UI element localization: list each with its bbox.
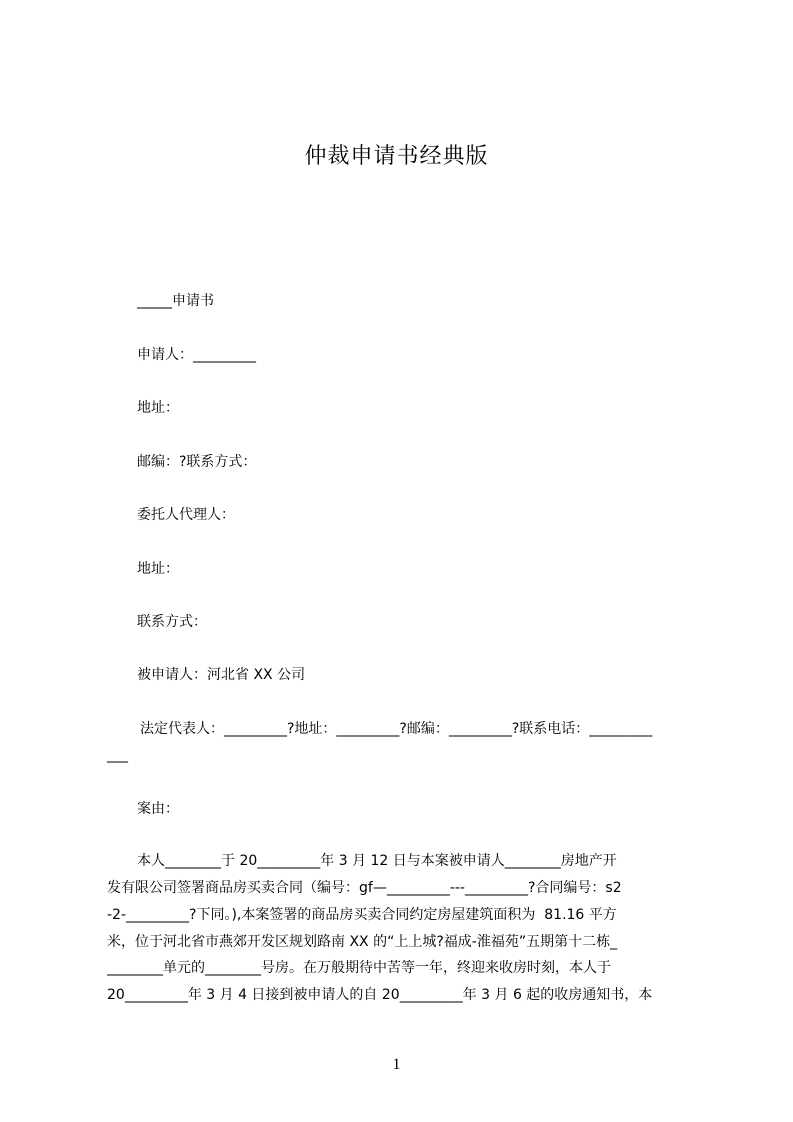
postcode-contact-line: 邮编：?联系方式： [137,454,257,470]
paragraph-line-1: 本人________于 20_________年 3 月 12 日与本案被申请人________房地产开 [137,853,617,869]
legal-representative-line-continued: ___ [107,747,128,763]
paragraph-line-2: 发有限公司签署商品房买卖合同（编号：gf—_________---_________?合同编号：s2 [107,880,622,896]
paragraph-line-3: -2-_________?下同。),本案签署的商品房买卖合同约定房屋建筑面积为 81.16 平方 [107,907,617,923]
document-title: 仲裁申请书经典版 [304,144,489,169]
legal-representative-line: 法定代表人：_________?地址：_________?邮编：_________?联系电话：_________ [140,721,653,737]
page-number: 1 [392,1056,401,1073]
applicant-address-line: 地址： [137,400,179,416]
agent-contact-line: 联系方式： [137,614,207,630]
applicant-line: 申请人：_________ [137,347,256,363]
agent-line: 委托人代理人： [137,507,235,523]
respondent-line: 被申请人：河北省 XX 公司 [137,667,306,683]
paragraph-line-5: ________单元的________号房。在万般期待中苦等一年，终迎来收房时刻，本人于 [107,960,611,976]
application-heading: _____申请书 [137,293,214,309]
paragraph-line-6: 20_________年 3 月 4 日接到被申请人的自 20_________年 3 月 6 起的收房通知书，本 [107,987,653,1003]
paragraph-line-4: 米，位于河北省市燕郊开发区规划路南 XX 的“上上城?福成-淮福苑”五期第十二栋_ [107,934,618,950]
agent-address-line: 地址： [137,561,179,577]
case-cause-label: 案由： [137,801,179,817]
